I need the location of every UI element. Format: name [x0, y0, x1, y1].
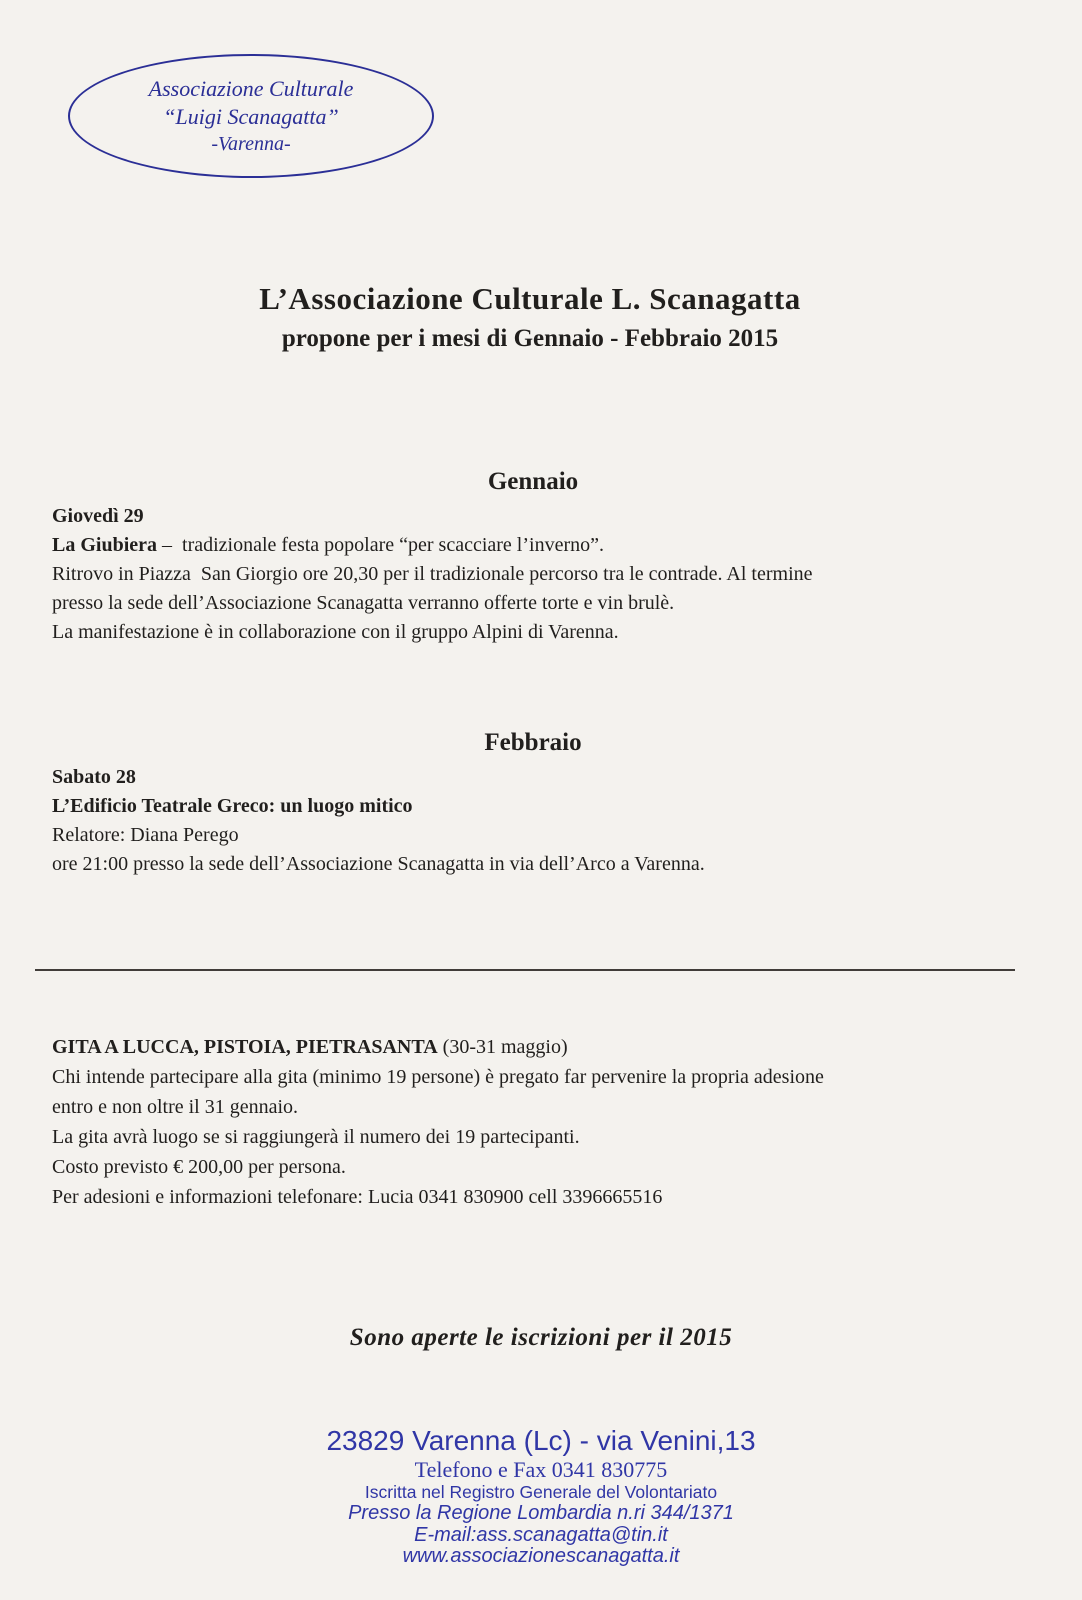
gennaio-detail-line: presso la sede dell’Associazione Scanagatta verranno offerte torte e vin brulè. [52, 592, 675, 614]
febbraio-speaker: Relatore: Diana Perego [52, 824, 239, 846]
footer-registry: Iscritta nel Registro Generale del Volontariato [364, 1482, 718, 1502]
footer-email: E-mail:ass.scanagatta@tin.it [414, 1523, 668, 1546]
logo-association-name: Associazione Culturale [148, 76, 354, 101]
gita-dates: (30-31 maggio) [437, 1036, 568, 1058]
febbraio-event-title: L’Edificio Teatrale Greco: un luogo mitico [52, 795, 413, 817]
section-gita [52, 1032, 1022, 1212]
gita-title-line [52, 1032, 1022, 1062]
gennaio-detail-line: Ritrovo in Piazza San Giorgio ore 20,30 per il tradizionale percorso tra le contrade. Al termine [52, 563, 813, 585]
logo-town-name: -Varenna- [211, 133, 291, 155]
gita-cost-line: Costo previsto € 200,00 per persona. [52, 1156, 346, 1178]
document-footer [0, 1424, 1082, 1568]
gennaio-event-name: La Giubiera [52, 534, 158, 556]
gita-detail-line: La gita avrà luogo se si raggiungerà il numero dei 19 partecipanti. [52, 1126, 580, 1148]
association-logo-oval [68, 54, 434, 178]
section-febbraio [52, 727, 1014, 879]
febbraio-time-place: ore 21:00 presso la sede dell’Associazione Scanagatta in via dell’Arco a Varenna. [52, 853, 705, 875]
gennaio-heading: Gennaio [487, 468, 579, 495]
febbraio-heading: Febbraio [484, 729, 582, 756]
logo-person-name: “Luigi Scanagatta” [163, 104, 339, 129]
gennaio-event-desc: – tradizionale festa popolare “per scacciare l’inverno”. [157, 534, 604, 556]
gennaio-event-title-line [52, 531, 1014, 560]
gennaio-detail-line: La manifestazione è in collaborazione con il gruppo Alpini di Varenna. [52, 621, 619, 643]
footer-website: www.associazionescanagatta.it [402, 1545, 680, 1567]
document-header [0, 281, 1060, 354]
section-gennaio [52, 466, 1014, 647]
footer-phone-fax: Telefono e Fax 0341 830775 [414, 1457, 668, 1482]
febbraio-event-date: Sabato 28 [52, 766, 136, 788]
gennaio-event-date: Giovedì 29 [52, 505, 144, 527]
footer-region-number: Presso la Regione Lombardia n.ri 344/1371 [348, 1502, 734, 1524]
enrollment-notice: Sono aperte le iscrizioni per il 2015 [349, 1324, 733, 1351]
page-subtitle: propone per i mesi di Gennaio - Febbraio 2015 [281, 325, 779, 352]
page-title: L’Associazione Culturale L. Scanagatta [259, 281, 801, 316]
footer-address: 23829 Varenna (Lc) - via Venini,13 [326, 1425, 756, 1456]
gita-detail-line: Chi intende partecipare alla gita (minimo 19 persone) è pregato far pervenire la propria adesione [52, 1066, 824, 1088]
horizontal-divider [35, 969, 1015, 971]
gita-detail-line: entro e non oltre il 31 gennaio. [52, 1096, 299, 1118]
gita-contact-line: Per adesioni e informazioni telefonare: Lucia 0341 830900 cell 3396665516 [52, 1186, 663, 1208]
gita-title: GITA A LUCCA, PISTOIA, PIETRASANTA [52, 1036, 438, 1058]
